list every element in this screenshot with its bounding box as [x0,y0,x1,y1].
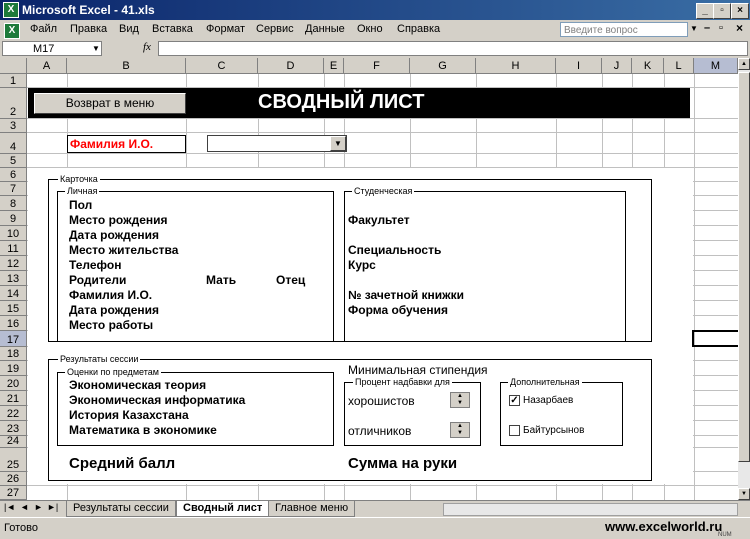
total-amount-label: Сумма на руки [348,455,458,472]
row-header-8[interactable]: 8 [0,196,27,211]
watermark-url: www.excelworld.ru [605,519,723,534]
field-mother: Мать [206,273,237,287]
row-header-2[interactable]: 2 [0,88,27,119]
col-header-a[interactable]: A [27,58,67,74]
menu-file[interactable]: Файл [30,23,58,35]
row-header-20[interactable]: 20 [0,376,27,391]
col-header-j[interactable]: J [602,58,632,74]
field-parents: Родители [69,273,127,287]
excellent-students-label: отличников [348,424,412,438]
restore-icon[interactable]: ▫ [713,3,731,19]
menu-edit[interactable]: Правка [70,23,108,35]
row-header-12[interactable]: 12 [0,256,27,271]
sheet-tabs-bar [0,500,750,518]
name-box[interactable]: M17 [2,41,102,56]
good-students-label: хорошистов [348,394,415,408]
field-gender: Пол [69,198,93,212]
grid-line [694,74,695,500]
chevron-down-icon[interactable]: ▼ [330,136,346,151]
field-record-book: № зачетной книжки [348,288,465,302]
workbook-icon[interactable]: X [4,23,20,39]
menu-insert[interactable]: Вставка [152,23,193,35]
extra-group-frame [500,382,623,446]
baitursynov-label: Байтурсынов [523,425,585,436]
field-phone: Телефон [69,258,122,272]
grid-line [27,153,738,154]
field-father: Отец [276,273,306,287]
average-score-label: Средний балл [69,455,176,472]
doc-restore-icon[interactable]: ▫ [719,22,723,34]
select-all-corner[interactable] [0,58,27,74]
row-header-6[interactable]: 6 [0,168,27,182]
row-header-10[interactable]: 10 [0,226,27,241]
col-header-e[interactable]: E [324,58,344,74]
tab-main-menu[interactable]: Главное меню [268,501,355,517]
card-group-label: Карточка [60,174,98,184]
worksheet-grid[interactable] [0,58,738,500]
row-header-7[interactable]: 7 [0,182,27,196]
nazarbaev-checkbox[interactable]: ✓ [510,395,519,406]
nazarbaev-label: Назарбаев [523,395,574,406]
status-text: Готово [4,522,38,534]
menu-view[interactable]: Вид [119,23,139,35]
baitursynov-checkbox[interactable] [509,425,520,436]
excellent-spinner[interactable] [450,422,470,438]
subject-economics-theory: Экономическая теория [69,378,207,392]
field-parent-name: Фамилия И.О. [69,288,153,302]
help-question-input[interactable]: Введите вопрос [560,22,688,37]
back-to-menu-button[interactable]: Возврат в меню [34,93,186,114]
field-workplace: Место работы [69,318,154,332]
next-sheet-icon[interactable]: ► [34,502,43,512]
menu-tools[interactable]: Сервис [256,23,294,35]
scroll-thumb[interactable] [738,72,750,462]
row-header-16[interactable]: 16 [0,316,27,331]
formula-input[interactable] [158,41,748,56]
field-specialty: Специальность [348,243,442,257]
grid-line [27,485,738,486]
row-header-24[interactable]: 24 [0,436,27,448]
field-birthdate: Дата рождения [69,228,160,242]
surname-label: Фамилия И.О. [70,137,154,151]
help-dropdown-icon[interactable]: ▼ [690,24,698,33]
student-group-label: Студенческая [354,186,413,196]
excel-app-icon[interactable]: X [3,2,19,18]
row-header-17[interactable]: 17 [0,331,27,347]
scroll-down-icon[interactable]: ▼ [738,488,750,500]
spin-up-icon[interactable]: ▲ [457,423,463,429]
title-bar [0,0,750,20]
name-box-dropdown-icon[interactable]: ▼ [92,44,100,53]
spin-down-icon[interactable]: ▼ [457,400,463,406]
tab-session-results[interactable]: Результаты сессии [66,501,176,517]
field-study-form: Форма обучения [348,303,448,317]
window-title: Microsoft Excel - 41.xls [22,3,155,17]
grid-line [27,118,738,119]
fx-icon[interactable]: fx [143,41,151,53]
field-residence: Место жительства [69,243,179,257]
menu-data[interactable]: Данные [305,23,345,35]
field-birthplace: Место рождения [69,213,168,227]
close-icon[interactable]: × [731,3,749,19]
menu-help[interactable]: Справка [397,23,441,35]
prev-sheet-icon[interactable]: ◄ [20,502,29,512]
surname-select[interactable] [207,135,347,152]
bonus-group-label: Процент надбавки для [355,377,450,387]
col-header-g[interactable]: G [410,58,476,74]
field-parent-birthdate: Дата рождения [69,303,160,317]
good-spinner[interactable] [450,392,470,408]
row-header-23[interactable]: 23 [0,421,27,436]
min-stipend-label: Минимальная стипендия [348,363,488,377]
row-header-25[interactable]: 25 [0,448,27,472]
status-bar [0,517,750,539]
subject-math-economics: Математика в экономике [69,423,217,437]
active-cell[interactable] [692,330,738,347]
spin-up-icon[interactable]: ▲ [457,393,463,399]
row-header-5[interactable]: 5 [0,154,27,168]
num-indicator: NUM [718,532,732,538]
formula-bar [0,40,750,59]
row-header-22[interactable]: 22 [0,406,27,421]
menu-format[interactable]: Формат [206,23,246,35]
col-header-m[interactable]: M [694,58,738,74]
row-header-18[interactable]: 18 [0,347,27,361]
col-header-b[interactable]: B [67,58,186,74]
subject-kazakhstan-history: История Казахстана [69,408,189,422]
subject-economics-informatics: Экономическая информатика [69,393,246,407]
col-header-c[interactable]: C [186,58,258,74]
menu-window[interactable]: Окно [357,23,383,35]
first-sheet-icon[interactable]: |◄ [4,502,16,512]
row-header-14[interactable]: 14 [0,286,27,301]
col-header-i[interactable]: I [556,58,602,74]
col-header-d[interactable]: D [258,58,324,74]
personal-group-label: Личная [67,186,98,196]
last-sheet-icon[interactable]: ►| [47,502,59,512]
col-header-k[interactable]: K [632,58,664,74]
row-header-3[interactable]: 3 [0,119,27,133]
field-faculty: Факультет [348,213,410,227]
page-title: СВОДНЫЙ ЛИСТ [258,91,425,113]
spin-down-icon[interactable]: ▼ [457,430,463,436]
tab-summary[interactable]: Сводный лист [176,501,269,517]
row-header-13[interactable]: 13 [0,271,27,286]
row-header-15[interactable]: 15 [0,301,27,316]
row-header-9[interactable]: 9 [0,211,27,226]
horizontal-scrollbar[interactable] [443,503,738,516]
doc-close-icon[interactable]: × [736,21,744,35]
grid-line [27,132,738,133]
vertical-scrollbar[interactable] [738,58,750,500]
row-header-11[interactable]: 11 [0,241,27,256]
row-header-1[interactable]: 1 [0,74,27,88]
scroll-up-icon[interactable]: ▲ [738,58,750,70]
menu-bar [0,20,750,41]
row-header-21[interactable]: 21 [0,391,27,406]
col-header-h[interactable]: H [476,58,556,74]
row-header-26[interactable]: 26 [0,472,27,486]
row-header-19[interactable]: 19 [0,361,27,376]
field-course: Курс [348,258,376,272]
minimize-icon[interactable]: _ [696,3,714,19]
extra-group-label: Дополнительная [510,377,580,387]
row-header-27[interactable]: 27 [0,486,27,500]
col-header-f[interactable]: F [344,58,410,74]
col-header-l[interactable]: L [664,58,694,74]
doc-minimize-icon[interactable]: – [704,22,711,34]
session-group-label: Результаты сессии [60,354,139,364]
grades-group-label: Оценки по предметам [67,367,159,377]
row-header-4[interactable]: 4 [0,133,27,154]
